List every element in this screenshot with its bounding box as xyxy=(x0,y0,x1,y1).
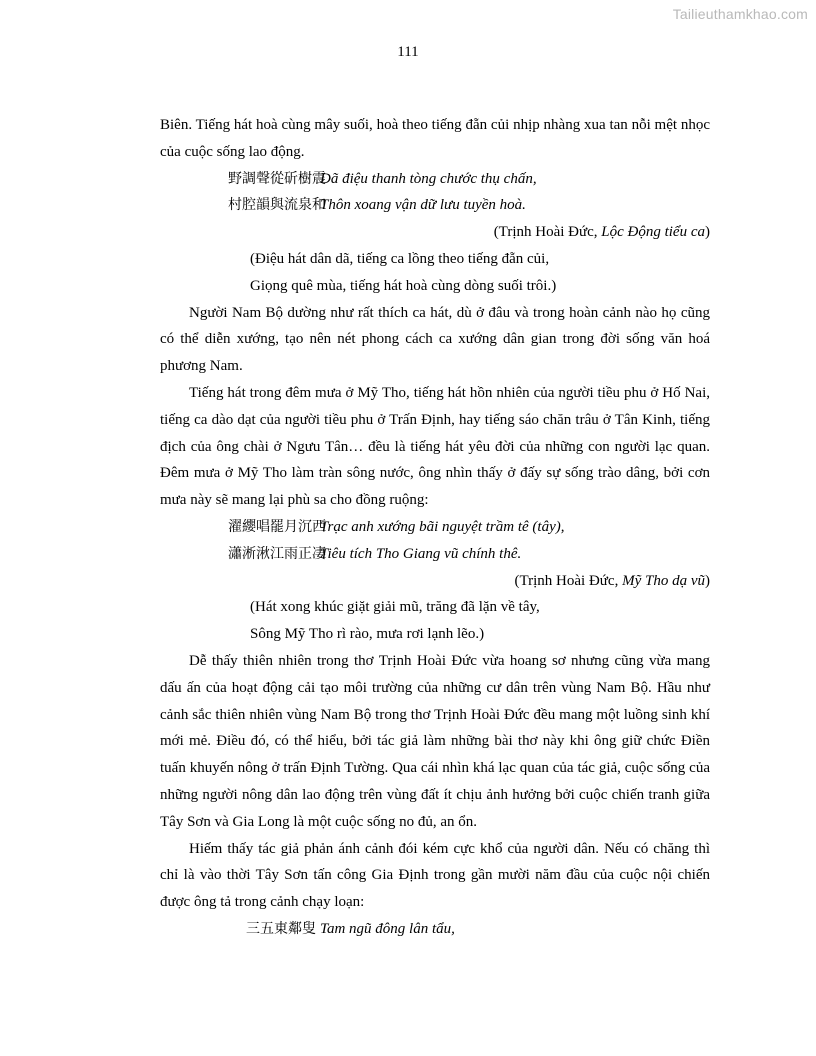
transliteration: Tiêu tích Tho Giang vũ chính thê. xyxy=(320,545,522,562)
citation-author: (Trịnh Hoài Đức, xyxy=(493,224,602,241)
han-text: 野調聲從斫樹震 xyxy=(228,170,326,187)
translation-line: Sông Mỹ Tho rì rào, mưa rơi lạnh lẽo.) xyxy=(250,626,485,643)
han-text: 村腔韻與流泉和 xyxy=(228,197,326,214)
transliteration: Dã điệu thanh tòng chước thụ chấn, xyxy=(320,170,537,187)
paragraph: Dễ thấy thiên nhiên trong thơ Trịnh Hoài Đức vừa hoang sơ nhưng cũng vừa mang dấu ấn của hoạt động cải tạo môi trường của những cư dân trên vùng Nam Bộ. Hầu như cảnh sắc thiên nhiên vùng Nam Bộ trong thơ Trịnh Hoài Đức đều mang một luồng sinh khí mới mẻ. Điều đó, có thể hiểu, bởi tác giả làm những bài thơ này khi ông giữ chức Điền tuấn khuyến nông ở trấn Định Tường. Qua cái nhìn khá lạc quan của tác giả, cuộc sống của những người nông dân lao động trên vùng đất ít chịu ảnh hưởng bởi cuộc chiến tranh giữa Tây Sơn và Gia Long là một cuộc sống no đủ, an ổn. xyxy=(160,652,710,830)
transliteration: Trạc anh xướng bãi nguyệt trầm tê (tây), xyxy=(320,518,565,535)
han-text: 三五東鄰叟 xyxy=(246,920,316,937)
poem-block xyxy=(160,514,710,568)
citation-author: (Trịnh Hoài Đức, xyxy=(514,572,623,589)
page-number: 111 xyxy=(397,44,419,60)
verse-line xyxy=(160,192,710,219)
translation-line: (Hát xong khúc giặt giải mũ, trăng đã lặn về tây, xyxy=(250,599,540,616)
translation-line: (Điệu hát dân dã, tiếng ca lồng theo tiếng đẵn củi, xyxy=(250,250,550,267)
translation-line: Giọng quê mùa, tiếng hát hoà cùng dòng suối trôi.) xyxy=(250,277,557,294)
han-text: 濯纓唱罷月沉西 xyxy=(228,518,326,535)
verse-line xyxy=(160,514,710,541)
verse-line xyxy=(160,541,710,568)
watermark: Tailieuthamkhao.com xyxy=(672,6,808,22)
citation-work: Lộc Động tiểu ca xyxy=(601,224,705,241)
paragraph: Hiếm thấy tác giả phản ánh cảnh đói kém cực khổ của người dân. Nếu có chăng thì chỉ là vào thời Tây Sơn tấn công Gia Định trong gần mười năm đầu của cuộc nội chiến được ông tả trong cảnh chạy loạn: xyxy=(160,840,710,911)
poem-block xyxy=(160,916,710,943)
citation-close: ) xyxy=(705,224,710,241)
citation-work: Mỹ Tho dạ vũ xyxy=(622,572,705,589)
verse-line xyxy=(160,916,710,943)
citation-close: ) xyxy=(705,572,710,589)
poem-block xyxy=(160,166,710,220)
citation xyxy=(160,219,710,246)
paragraph: Tiếng hát trong đêm mưa ở Mỹ Tho, tiếng hát hồn nhiên của người tiều phu ở Hố Nai, tiếng ca dào dạt của người tiều phu ở Trấn Định, hay tiếng sáo chăn trâu ở Tân Kinh, tiếng địch của ông chài ở Ngưu Tân… đều là tiếng hát yêu đời của những con người lạc quan. Đêm mưa ở Mỹ Tho làm tràn sông nước, ông nhìn thấy ở đấy sự sống trào dâng, bởi cơn mưa này sẽ mang lại phù sa cho đồng ruộng: xyxy=(160,384,710,509)
verse-line xyxy=(160,166,710,193)
transliteration: Tam ngũ đông lân tẩu, xyxy=(320,920,455,937)
transliteration: Thôn xoang vận dữ lưu tuyền hoà. xyxy=(320,197,526,214)
citation xyxy=(160,568,710,595)
translation xyxy=(160,246,710,300)
paragraph: Biên. Tiếng hát hoà cùng mây suối, hoà theo tiếng đẵn củi nhịp nhàng xua tan nỗi mệt nhọc của cuộc sống lao động. xyxy=(160,117,710,160)
paragraph: Người Nam Bộ dường như rất thích ca hát, dù ở đâu và trong hoàn cảnh nào họ cũng có thể diễn xướng, tạo nên nét phong cách ca xướng dân gian trong đời sống văn hoá phương Nam. xyxy=(160,304,710,375)
translation xyxy=(160,594,710,648)
han-text: 瀟淅湫江雨正凄 xyxy=(228,545,326,562)
page-body xyxy=(160,112,710,943)
